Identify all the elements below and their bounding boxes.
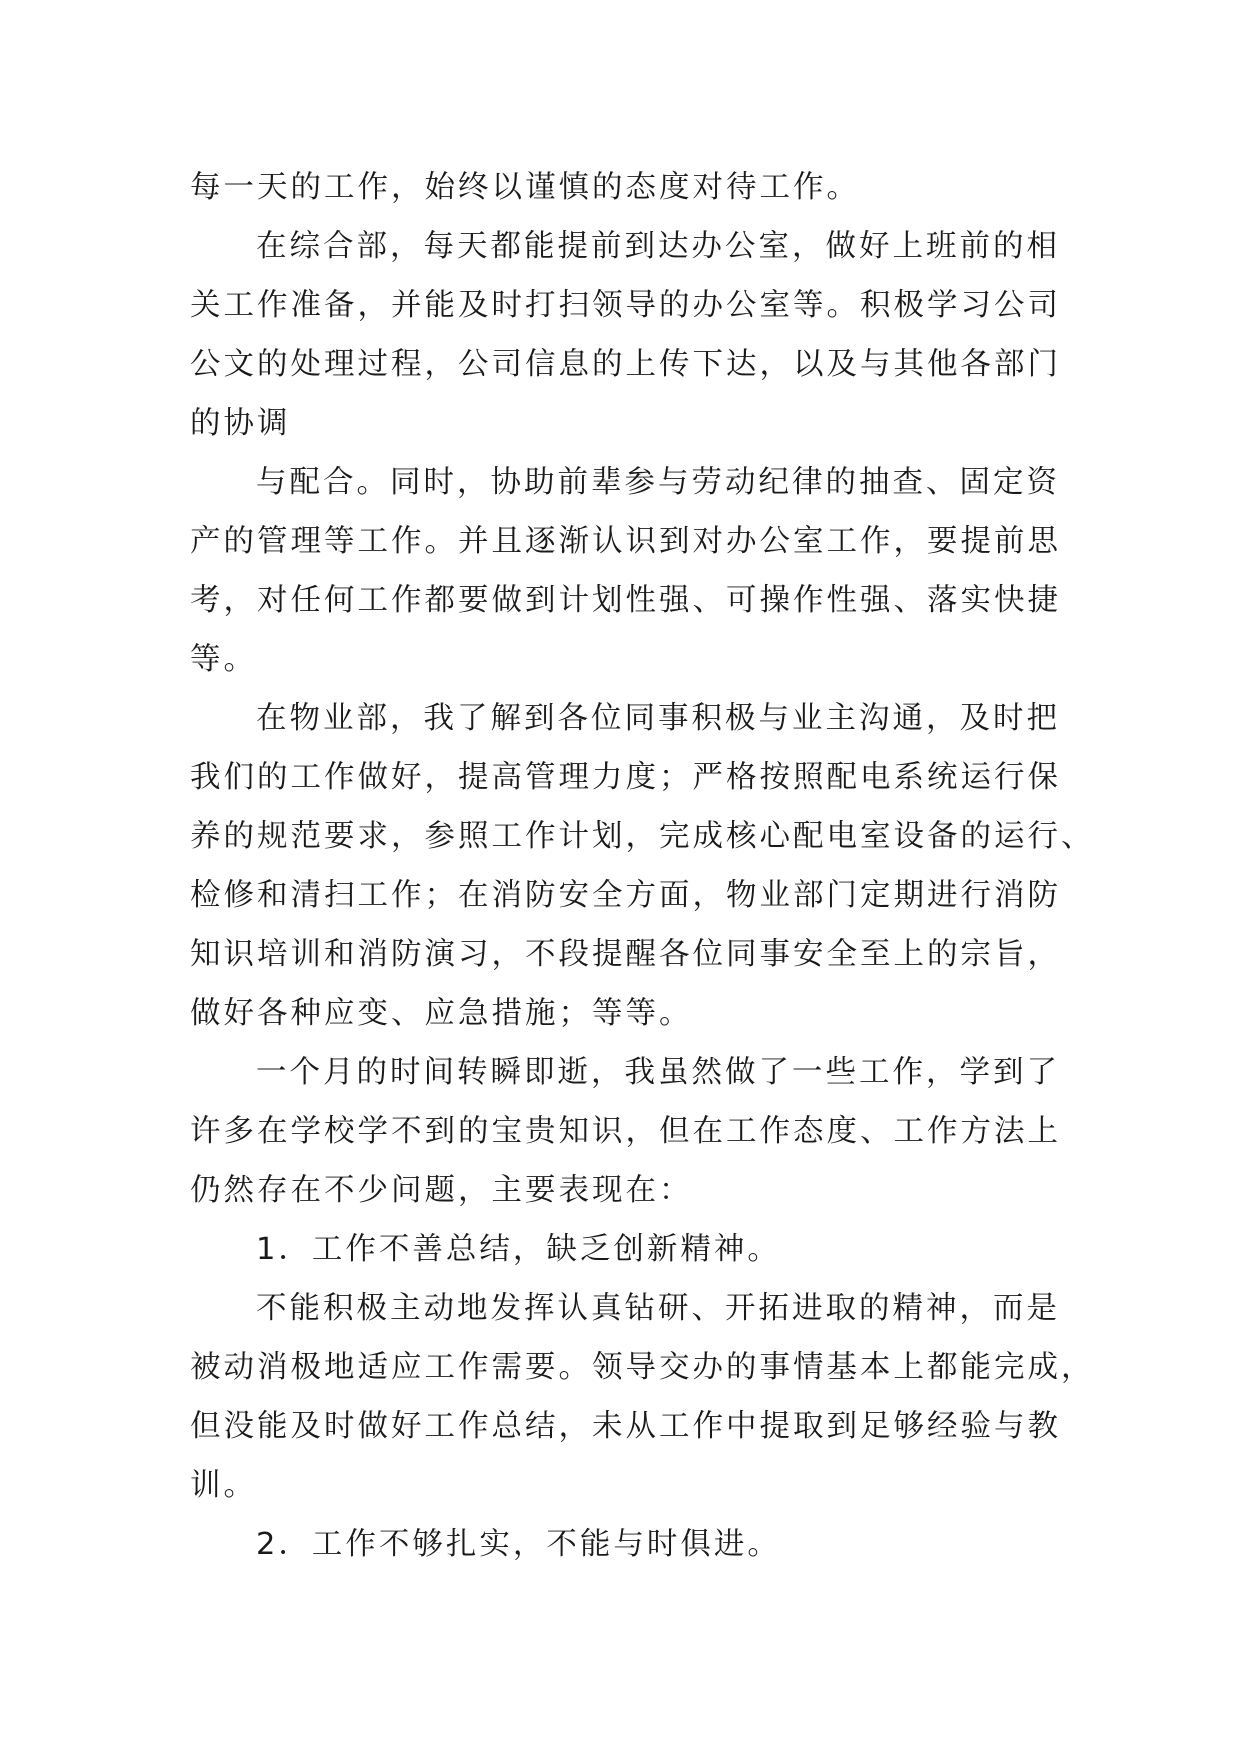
document-body: [190, 158, 1095, 1574]
text-line: 养的规范要求，参照工作计划，完成核心配电室设备的运行、: [190, 819, 1095, 854]
text-line: 知识培训和消防演习，不段提醒各位同事安全至上的宗旨，: [190, 937, 1061, 972]
text-line: 做好各种应变、应急措施；等等。: [190, 996, 693, 1031]
text-line: 检修和清扫工作；在消防安全方面，物业部门定期进行消防: [190, 878, 1061, 913]
text-line: 产的管理等工作。并且逐渐认识到对办公室工作，要提前思: [190, 524, 1061, 559]
text-line: 但没能及时做好工作总结，未从工作中提取到足够经验与教: [190, 1409, 1061, 1444]
text-line: 每一天的工作，始终以谨慎的态度对待工作。: [190, 170, 860, 205]
text-line: 训。: [190, 1468, 257, 1503]
text-line: 考，对任何工作都要做到计划性强、可操作性强、落实快捷: [190, 583, 1061, 618]
text-line: 在综合部，每天都能提前到达办公室，做好上班前的相: [256, 229, 1060, 264]
text-line: 许多在学校学不到的宝贵知识，但在工作态度、工作方法上: [190, 1114, 1061, 1149]
numbered-heading: 2．工作不够扎实，不能与时俱进。: [256, 1527, 781, 1562]
numbered-heading: 1．工作不善总结，缺乏创新精神。: [256, 1232, 781, 1267]
text-line: 关工作准备，并能及时打扫领导的办公室等。积极学习公司: [190, 288, 1061, 323]
text-line: 被动消极地适应工作需要。领导交办的事情基本上都能完成，: [190, 1350, 1095, 1385]
text-line: 的协调: [190, 406, 291, 441]
text-line: 不能积极主动地发挥认真钻研、开拓进取的精神，而是: [256, 1291, 1060, 1326]
text-line: 公文的处理过程，公司信息的上传下达，以及与其他各部门: [190, 347, 1061, 382]
text-line: 我们的工作做好，提高管理力度；严格按照配电系统运行保: [190, 760, 1061, 795]
text-line: 仍然存在不少问题，主要表现在：: [190, 1173, 693, 1208]
text-line: 等。: [190, 642, 257, 677]
text-line: 与配合。同时，协助前辈参与劳动纪律的抽查、固定资: [256, 465, 1060, 500]
text-line: 一个月的时间转瞬即逝，我虽然做了一些工作，学到了: [256, 1055, 1060, 1090]
text-line: 在物业部，我了解到各位同事积极与业主沟通，及时把: [256, 701, 1060, 736]
